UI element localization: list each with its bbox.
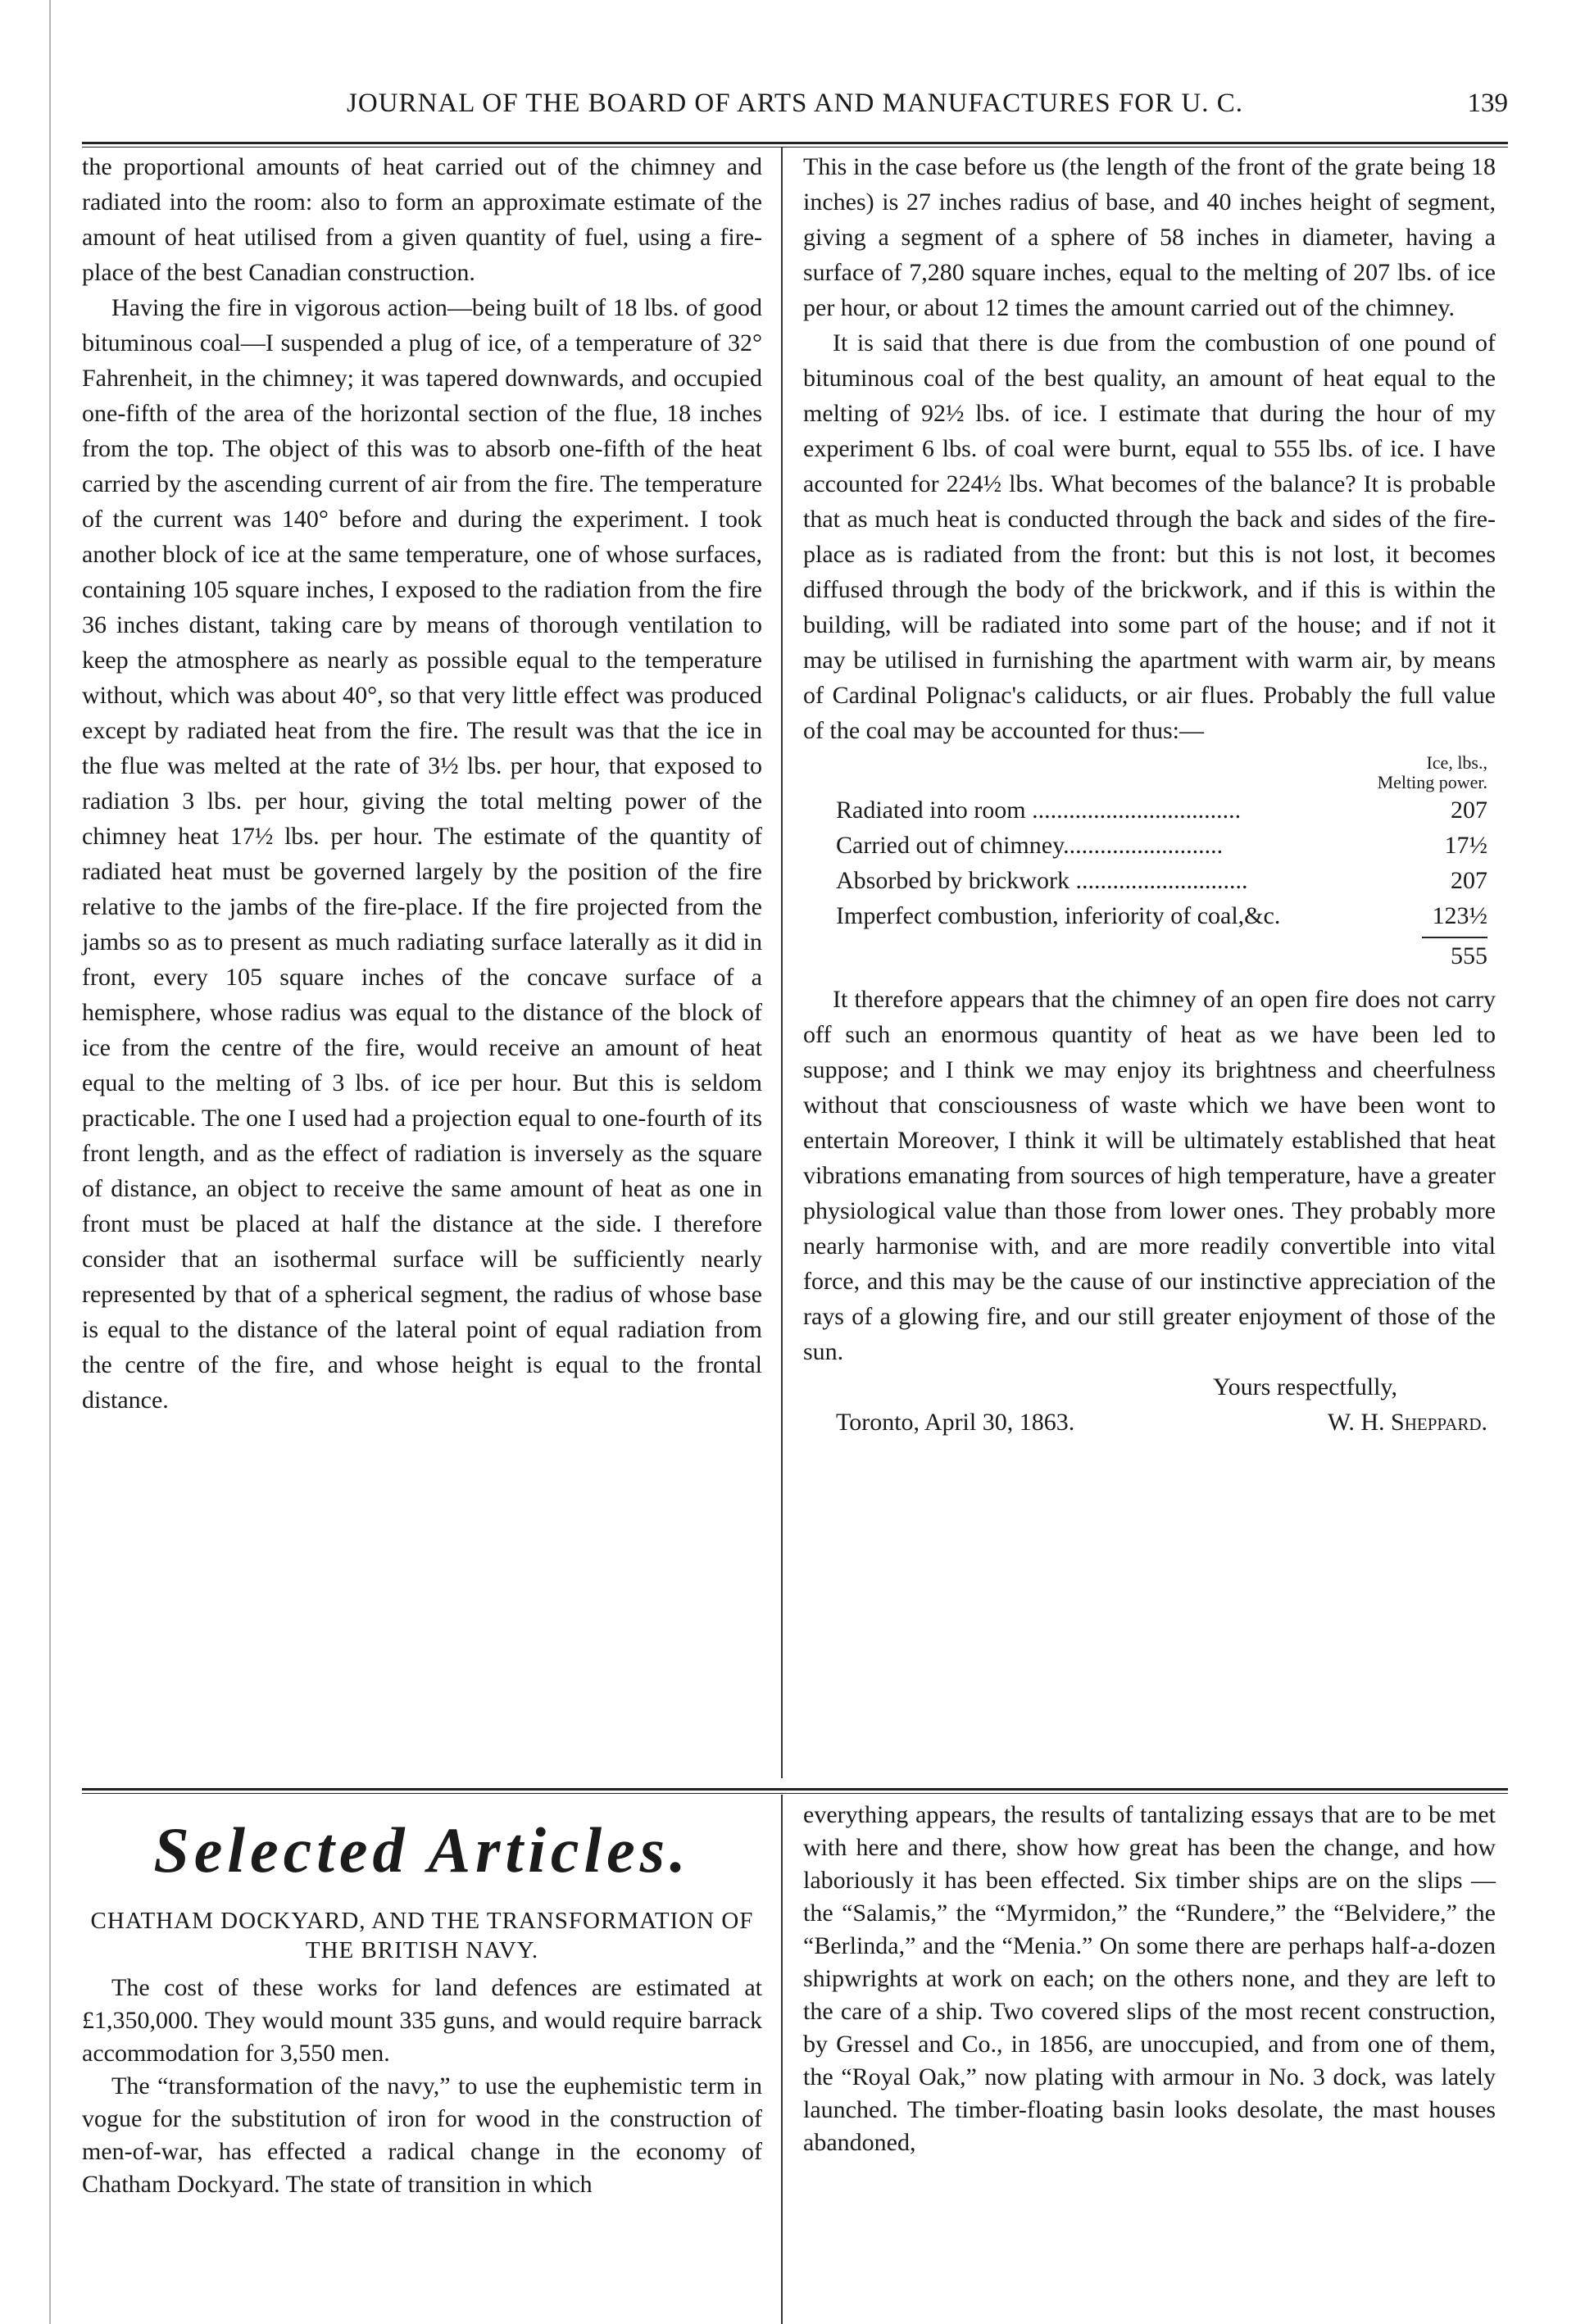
table-header <box>803 753 1496 792</box>
column-divider <box>781 1795 783 2324</box>
letter-closing: Yours respectfully, <box>1213 1373 1397 1400</box>
table-row <box>803 898 1496 933</box>
lower-right-column <box>803 1799 1496 2307</box>
signature: W. H. Sheppard. <box>1327 1409 1487 1436</box>
paragraph: the proportional amounts of heat carried out of the chimney and radiated into the room: also to form an approximate estimate of the amount of heat utilised from a given quantity of fuel, using a fire-place of the best Canadian construction. <box>82 153 762 286</box>
binding-margin-line <box>49 0 51 2324</box>
row-label: Carried out of chimney.......................... <box>836 832 1224 859</box>
table-row <box>803 828 1496 863</box>
header-rule <box>82 142 1508 148</box>
paragraph: Having the fire in vigorous action—being built of 18 lbs. of good bituminous coal—I suspended a plug of ice, of a temperature of 32° Fahrenheit, in the chimney; it was tapered downwards, and occupied one-fifth of the area of the horizontal section of the flue, 18 inches from the top. The object of this was to absorb one-fifth of the heat carried by the ascending current of air from the fire. The temperature of the current was 140° before and during the experiment. I took another block of ice at the same temperature, one of whose surfaces, containing 105 square inches, I exposed to the radiation from the fire 36 inches distant, taking care by means of thorough ventilation to keep the atmosphere as nearly as possible equal to the temperature without, which was about 40°, so that very little effect was produced except by radiated heat from the fire. The result was that the ice in the flue was melted at the rate of 3½ lbs. per hour, that exposed to radiation 3 lbs. per hour, giving the total melting power of the chimney heat 17½ lbs. per hour. The estimate of the quantity of radiated heat must be governed largely by the position of the fire relative to the jambs of the fire-place. If the fire projected from the jambs so as to present as much radiating surface laterally as it did in front, every 105 square inches of the concave surface of a hemisphere, whose radius was equal to the distance of the block of ice from the centre of the fire, would receive an amount of heat equal to the melting of 3 lbs. of ice per hour. But this is seldom practicable. The one I used had a projection equal to one-fourth of its front length, and as the effect of radiation is inversely as the square of distance, an object to receive the same amount of heat as one in front must be placed at half the distance at the side. I therefore consider that an isothermal surface will be sufficiently nearly represented by that of a spherical segment, the radius of whose base is equal to the distance of the lateral point of equal radiation from the centre of the fire, and whose height is equal to the frontal distance. <box>82 294 762 1414</box>
row-value: 17½ <box>1444 832 1487 859</box>
paragraph: everything appears, the results of tantalizing essays that are to be met with here and there, show how great has been the change, and how laboriously it has been effected. Six timber ships are on the slips —the “Salamis,” the “Myrmidon,” the “Rundere,” the “Belvidere,” the “Berlinda,” and the “Menia.” On some there are perhaps half-a-dozen shipwrights at work on each; on the others none, and they are left to the care of a ship. Two covered slips of the most recent construction, by Gressel and Co., in 1856, are unoccupied, and from one of them, the “Royal Oak,” now plating with armour in No. 3 dock, was lately launched. The timber-floating basin looks desolate, the mast houses abandoned, <box>803 1801 1496 2156</box>
row-value: 123½ <box>1432 902 1487 929</box>
row-value: 207 <box>1451 867 1487 894</box>
heat-accounting-table <box>803 753 1496 974</box>
table-row <box>803 863 1496 898</box>
table-header-line: Melting power. <box>1377 772 1487 792</box>
row-label: Radiated into room .................................. <box>836 797 1242 824</box>
running-head: JOURNAL OF THE BOARD OF ARTS AND MANUFACTURES FOR U. C. <box>347 89 1243 118</box>
section-rule <box>82 1788 1508 1794</box>
signature-line <box>803 1405 1496 1440</box>
row-value: 207 <box>1451 797 1487 824</box>
paragraph: The cost of these works for land defences are estimated at £1,350,000. They would mount 335 guns, and would require barrack accommodation for 3,550 men. <box>82 1974 762 2067</box>
table-row <box>803 792 1496 828</box>
section-title: Selected Articles. <box>153 1814 691 1886</box>
row-label: Absorbed by brickwork ............................ <box>836 867 1248 894</box>
row-label: Imperfect combustion, inferiority of coal,&c. <box>836 902 1281 929</box>
table-total: 555 <box>1422 937 1487 974</box>
table-header-line: Ice, lbs., <box>1426 752 1487 773</box>
page-number: 139 <box>1467 89 1508 118</box>
paragraph: It therefore appears that the chimney of an open fire does not carry off such an enormous quantity of heat as we have been led to suppose; and I think we may enjoy its brightness and cheerfulness without that consciousness of waste which we have been wont to entertain Moreover, I think it will be ultimately established that heat vibrations emanating from sources of high temperature, have a greater physiological value than those from lower ones. They probably more nearly harmonise with, and are more readily convertible into vital force, and this may be the cause of our instinctive appreciation of the rays of a glowing fire, and our still greater enjoyment of those of the sun. <box>803 986 1496 1365</box>
right-column <box>803 149 1496 1780</box>
left-column <box>82 149 762 1780</box>
place-date: Toronto, April 30, 1863. <box>836 1409 1075 1436</box>
lower-left-column <box>82 1803 762 2311</box>
paragraph: It is said that there is due from the combustion of one pound of bituminous coal of the best quality, an amount of heat equal to the melting of 92½ lbs. of ice. I estimate that during the hour of my experiment 6 lbs. of coal were burnt, equal to 555 lbs. of ice. I have accounted for 224½ lbs. What becomes of the balance? It is probable that as much heat is conducted through the back and sides of the fire-place as is radiated from the front: but this is not lost, it becomes diffused through the body of the brickwork, and if this is within the building, will be radiated into some part of the house; and if not it may be utilised in furnishing the apartment with warm air, by means of Cardinal Polignac's caliducts, or air flues. Probably the full value of the coal may be accounted for thus:— <box>803 329 1496 744</box>
paragraph: This in the case before us (the length of the front of the grate being 18 inches) is 27 inches radius of base, and 40 inches height of segment, giving a segment of a sphere of 58 inches in diameter, having a surface of 7,280 square inches, equal to the melting of 207 lbs. of ice per hour, or about 12 times the amount carried out of the chimney. <box>803 153 1496 321</box>
page-header <box>82 82 1508 131</box>
column-divider <box>781 148 783 1778</box>
article-title: CHATHAM DOCKYARD, AND THE TRANSFORMATION OF THE BRITISH NAVY. <box>90 1908 754 1963</box>
paragraph: The “transformation of the navy,” to use the euphemistic term in vogue for the substitution of iron for wood in the construction of men-of-war, has effected a radical change in the economy of Chatham Dockyard. The state of transition in which <box>82 2072 762 2198</box>
